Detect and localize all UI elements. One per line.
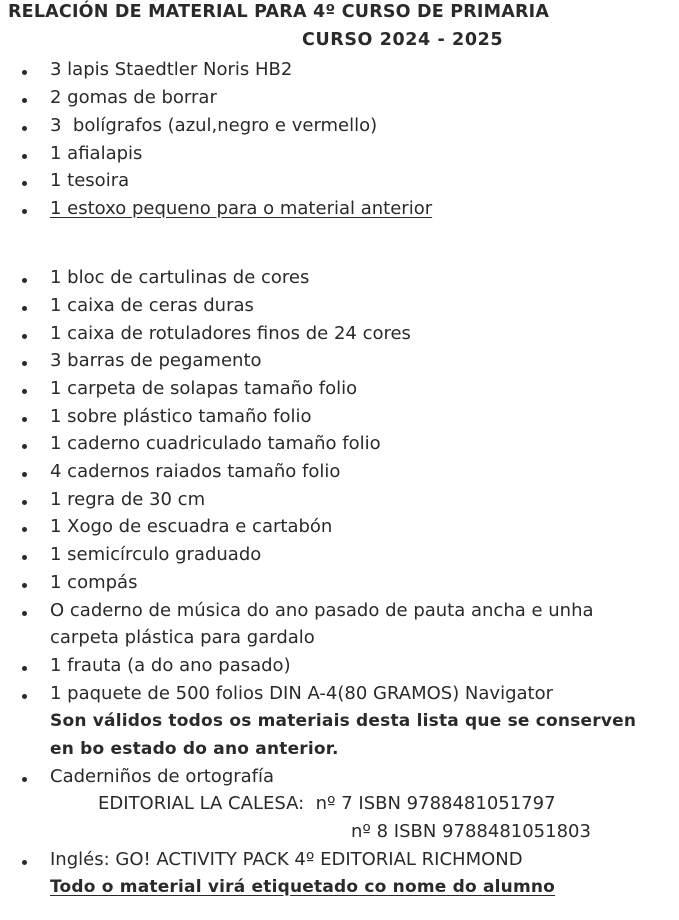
list-item: 1 compás: [0, 571, 679, 597]
bullet-icon: [22, 666, 27, 671]
bullet-icon: [22, 361, 27, 366]
labeling-notice: Todo o material virá etiquetado co nome do alumno: [50, 877, 556, 897]
bullet-icon: [22, 70, 27, 75]
list-item-continuation: carpeta plástica para gardalo: [50, 627, 315, 648]
course-year: CURSO 2024 - 2025: [302, 30, 504, 50]
list-item: 1 Xogo de escuadra e cartabón: [0, 515, 679, 541]
list-item: 1 paquete de 500 folios DIN A-4(80 GRAMOS) Navigator: [0, 682, 679, 708]
list-item: 1 bloc de cartulinas de cores: [0, 266, 679, 292]
bullet-icon: [22, 527, 27, 532]
list-item: 1 caderno cuadriculado tamaño folio: [0, 432, 679, 458]
orthography-isbn-line: nº 8 ISBN 9788481051803: [351, 821, 591, 842]
list-item: 3 lapis Staedtler Noris HB2: [0, 58, 679, 84]
bullet-icon: [22, 860, 27, 865]
bullet-icon: [22, 154, 27, 159]
bullet-icon: [22, 306, 27, 311]
bullet-icon: [22, 417, 27, 422]
bullet-icon: [22, 444, 27, 449]
list-item: Caderniños de ortografía: [0, 765, 679, 791]
bullet-icon: [22, 555, 27, 560]
bullet-icon: [22, 126, 27, 131]
list-item: 3 bolígrafos (azul,negro e vermello): [0, 114, 679, 140]
list-item: 1 semicírculo graduado: [0, 543, 679, 569]
bullet-icon: [22, 472, 27, 477]
list-item: 1 regra de 30 cm: [0, 488, 679, 514]
list-item: 2 gomas de borrar: [0, 86, 679, 112]
bullet-icon: [22, 209, 27, 214]
orthography-publisher-line: EDITORIAL LA CALESA: nº 7 ISBN 9788481051797: [98, 793, 556, 814]
list-item: Inglés: GO! ACTIVITY PACK 4º EDITORIAL RICHMOND: [0, 848, 679, 874]
list-item: 4 cadernos raiados tamaño folio: [0, 460, 679, 486]
bullet-icon: [22, 334, 27, 339]
reuse-note-line-2: en bo estado do ano anterior.: [50, 739, 339, 759]
bullet-icon: [22, 98, 27, 103]
bullet-icon: [22, 389, 27, 394]
bullet-icon: [22, 777, 27, 782]
bullet-icon: [22, 181, 27, 186]
list-item: 1 tesoira: [0, 169, 679, 195]
list-item: 1 frauta (a do ano pasado): [0, 654, 679, 680]
list-item: 1 sobre plástico tamaño folio: [0, 405, 679, 431]
bullet-icon: [22, 583, 27, 588]
bullet-icon: [22, 694, 27, 699]
list-item: 1 estoxo pequeno para o material anterior: [0, 197, 679, 223]
list-item: 1 caixa de ceras duras: [0, 294, 679, 320]
bullet-icon: [22, 500, 27, 505]
list-item: 3 barras de pegamento: [0, 349, 679, 375]
list-item: 1 carpeta de solapas tamaño folio: [0, 377, 679, 403]
reuse-note-line-1: Son válidos todos os materiais desta lista que se conserven: [50, 711, 637, 731]
document-title: RELACIÓN DE MATERIAL PARA 4º CURSO DE PRIMARIA: [8, 2, 550, 22]
list-item: O caderno de música do ano pasado de pauta ancha e unha: [0, 599, 679, 625]
list-item: 1 caixa de rotuladores finos de 24 cores: [0, 322, 679, 348]
bullet-icon: [22, 611, 27, 616]
list-item: 1 afialapis: [0, 142, 679, 168]
bullet-icon: [22, 278, 27, 283]
